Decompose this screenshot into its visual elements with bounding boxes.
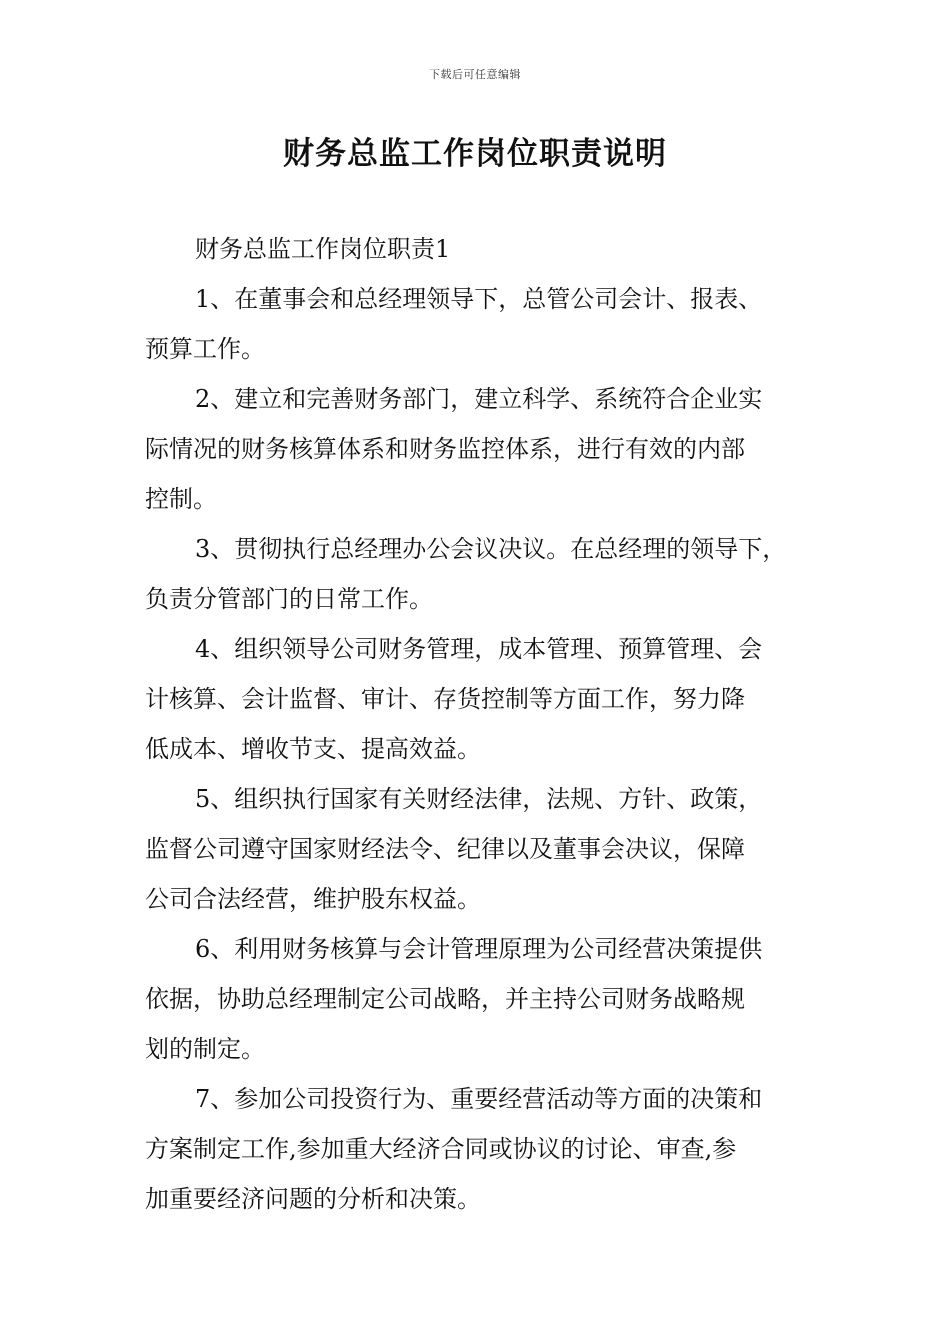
section-heading: 财务总监工作岗位职责1 [195,235,451,263]
duty-paragraph-7: 7、参加公司投资行为、重要经营活动等方面的决策和 方案制定工作,参加重大经济合同或协议的讨论、审查,参 加重要经济问题的分析和决策。 [145,1085,763,1213]
duty-paragraph-3: 3、贯彻执行总经理办公会议决议。在总经理的领导下， 负责分管部门的日常工作。 [145,535,787,613]
duty-paragraph-6: 6、利用财务核算与会计管理原理为公司经营决策提供 依据，协助总经理制定公司战略，并主持公司财务战略规 划的制定。 [145,935,763,1063]
header-note: 下载后可任意编辑 [429,68,521,81]
document-body [145,224,810,1224]
duty-paragraph-4: 4、组织领导公司财务管理，成本管理、预算管理、会 计核算、会计监督、审计、存货控制等方面工作，努力降 低成本、增收节支、提高效益。 [145,635,763,763]
duty-paragraph-5: 5、组织执行国家有关财经法律，法规、方针、政策， 监督公司遵守国家财经法令、纪律以及董事会决议，保障 公司合法经营，维护股东权益。 [145,785,763,913]
duty-paragraph-2: 2、建立和完善财务部门，建立科学、系统符合企业实 际情况的财务核算体系和财务监控体系，进行有效的内部 控制。 [145,385,763,513]
duty-paragraph-1: 1、在董事会和总经理领导下，总管公司会计、报表、 预算工作。 [145,285,763,363]
page-title: 财务总监工作岗位职责说明 [283,136,667,172]
